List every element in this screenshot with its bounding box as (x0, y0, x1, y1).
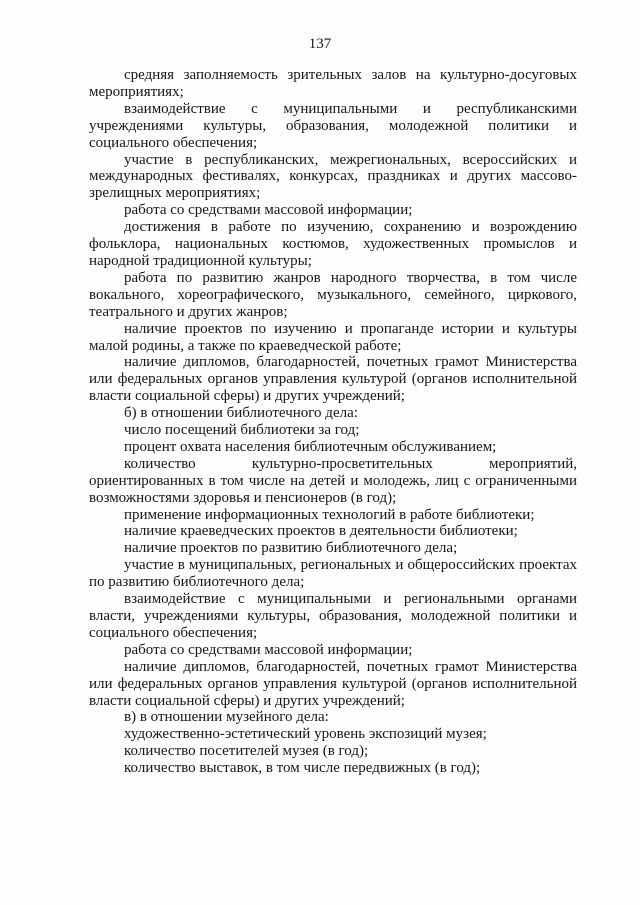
criterion-paragraph: достижения в работе по изучению, сохранению и возрождению фольклора, национальных костюмов, художественных промыслов и народной традиционной культуры; (89, 219, 577, 269)
criterion-paragraph: количество выставок, в том числе передвижных (в год); (124, 760, 481, 777)
criterion-paragraph: работа со средствами массовой информации; (124, 641, 413, 658)
criterion-paragraph: участие в республиканских, межрегиональных, всероссийских и международных фестивалях, конкурсах, праздниках и других массово-зрелищных мероприятиях; (89, 151, 577, 202)
criterion-paragraph: художественно-эстетический уровень экспозиций музея; (124, 726, 487, 743)
criterion-paragraph: работа по развитию жанров народного творчества, в том числе вокального, хореографического, музыкального, семейного, циркового, театрального и других жанров; (89, 269, 577, 320)
criterion-paragraph: процент охвата населения библиотечным обслуживанием; (124, 438, 497, 455)
criterion-paragraph: работа со средствами массовой информации; (124, 202, 413, 219)
page-number: 137 (308, 36, 332, 52)
criterion-paragraph: взаимодействие с муниципальными и республиканскими учреждениями культуры, образования, молодежной политики и социального обеспечения; (89, 100, 577, 151)
criterion-paragraph: наличие краеведческих проектов в деятельности библиотеки; (124, 523, 518, 540)
criterion-paragraph: количество культурно-просветительных мероприятий, ориентированных в том числе на детей и молодежь, лиц с ограниченными возможностями здоровья и пенсионеров (в год); (89, 455, 577, 506)
criterion-paragraph: применение информационных технологий в работе библиотеки; (124, 506, 535, 523)
section-heading-library: б) в отношении библиотечного дела: (124, 405, 358, 422)
criterion-paragraph: средняя заполняемость зрительных залов на культурно-досуговых мероприятиях; (89, 67, 577, 100)
criterion-paragraph: число посещений библиотеки за год; (124, 422, 360, 439)
criterion-paragraph: участие в муниципальных, региональных и общероссийских проектах по развитию библиотечного дела; (89, 557, 577, 591)
document-text-body (89, 67, 577, 777)
criterion-paragraph: наличие дипломов, благодарностей, почетных грамот Министерства или федеральных органов управления культурой (органов исполнительной власти социальной сферы) и других учреждений; (89, 658, 577, 709)
criterion-paragraph: наличие проектов по изучению и пропаганде истории и культуры малой родины, а также по краеведческой работе; (89, 320, 577, 354)
section-heading-museum: в) в отношении музейного дела: (124, 709, 329, 726)
criterion-paragraph: взаимодействие с муниципальными и региональными органами власти, учреждениями культуры, образования, молодежной политики и социального обеспечения; (89, 591, 577, 641)
criterion-paragraph: наличие дипломов, благодарностей, почетных грамот Министерства или федеральных органов управления культурой (органов исполнительной власти социальной сферы) и других учреждений; (89, 354, 577, 405)
criterion-paragraph: количество посетителей музея (в год); (124, 743, 369, 760)
criterion-paragraph: наличие проектов по развитию библиотечного дела; (124, 540, 458, 557)
